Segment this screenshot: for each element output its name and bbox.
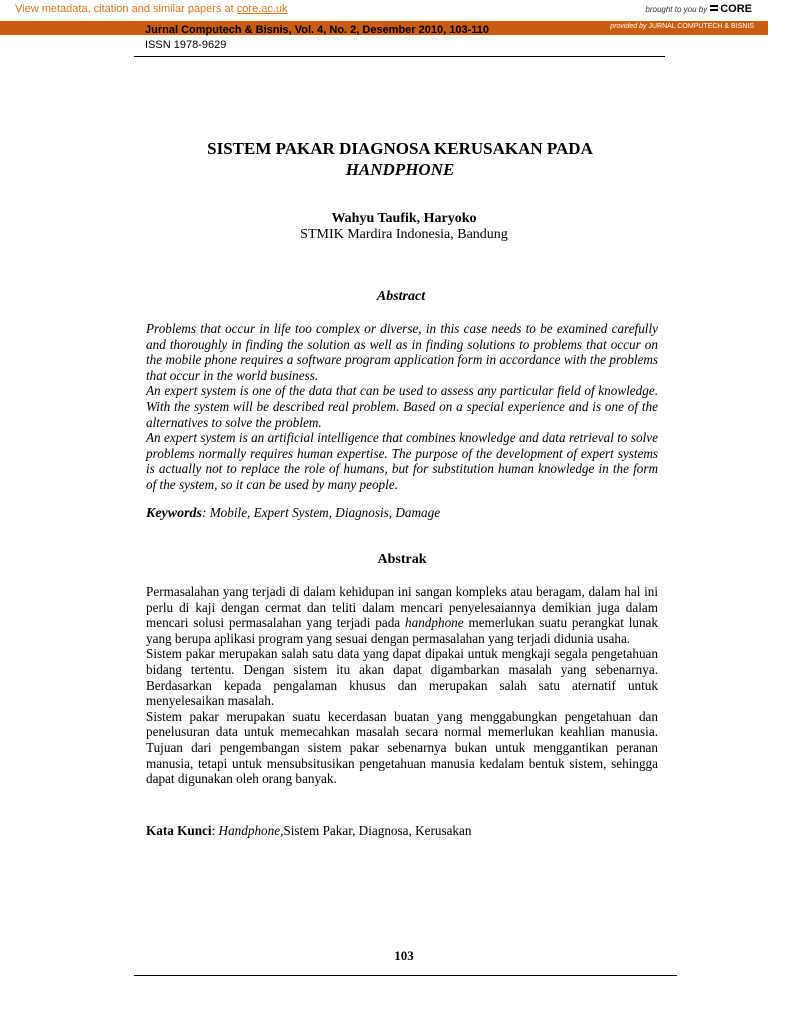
journal-header-line-clipped [145, 24, 489, 37]
abstrak-p1-after: memerlukan suatu perangkat lunak yang berupa aplikasi program yang sesuai dengan permasalahan yang terjadi didunia usaha. [146, 615, 659, 646]
paper-title-line1: SISTEM PAKAR DIAGNOSA KERUSAKAN PADA [207, 139, 593, 158]
core-logo[interactable] [710, 3, 752, 15]
abstract-paragraph: An expert system is an artificial intelligence that combines knowledge and data retrieval to solve problems normally requires human expertise. The purpose of the development of expert systems is actually not to replace the role of humans, but for substitution human knowledge in the form of the system, so it can be used by many people. [146, 430, 658, 492]
abstrak-body [146, 584, 658, 787]
abstract-body [146, 321, 658, 493]
abstract-paragraph: Problems that occur in life too complex or diverse, in this case needs to be examined carefully and thoroughly in finding the solution as well as in finding solutions to problems that occur on the mobile phone requires a software program application form in accordance with the problems that occur in the world business. [146, 321, 658, 383]
core-metadata-link-row [15, 3, 288, 15]
paper-title-line2: HANDPHONE [345, 160, 455, 179]
keywords-label: Keywords [146, 506, 202, 521]
abstrak-paragraph: Sistem pakar merupakan salah satu data yang dapat dipakai untuk mengkaji segala pengetahuan bidang tertentu. Dengan sistem itu akan dapat digambarkan masalah yang sebenarnya. Berdasarkan kepada pengalaman khusus dan merupakan salah satu aternatif untuk menyelesaikan masalah. [146, 646, 658, 709]
journal-header-line: Jurnal Computech & Bisnis, Vol. 4, No. 2, Desember 2010, 103-110 [145, 24, 489, 36]
abstract-heading: Abstract [376, 289, 426, 304]
core-banner [0, 0, 768, 22]
footer-rule [134, 975, 677, 976]
kata-kunci-rest: Sistem Pakar, Diagnosa, Kerusakan [283, 823, 472, 838]
kata-kunci-italic: Handphone, [218, 823, 284, 838]
core-metadata-text: View metadata, citation and similar papers at [15, 3, 237, 15]
abstrak-p1-before: Permasalahan yang terjadi di dalam kehidupan ini sangan kompleks atau beragam, dalam hal ini perlu di kaji dengan cermat dan teliti dalam mencari penyelesaiannya demikian juga dalam mencari solusi permasalahan yang terjadi pada [146, 584, 658, 631]
core-brought-by-text: brought to you by [645, 4, 708, 14]
core-provided-by [610, 23, 754, 30]
core-provider-name[interactable]: JURNAL COMPUTECH & BISNIS [648, 23, 754, 30]
core-metadata-link[interactable]: core.ac.uk [236, 3, 288, 15]
core-provided-by-label: provided by [610, 23, 647, 30]
paper-authors: Wahyu Taufik, Haryoko [331, 211, 477, 226]
core-brought-by [645, 3, 752, 15]
kata-kunci [146, 823, 471, 839]
keywords-text: : Mobile, Expert System, Diagnosis, Damage [202, 505, 441, 520]
header-rule [134, 56, 665, 57]
paper-affiliation: STMIK Mardira Indonesia, Bandung [300, 227, 508, 242]
issn: ISSN 1978-9629 [145, 39, 227, 51]
core-logo-icon [710, 4, 718, 14]
kata-kunci-colon: : [211, 823, 219, 838]
abstract-paragraph: An expert system is one of the data that can be used to assess any particular field of knowledge. With the system will be described real problem. Based on a special experience and is one of the alternatives to solve the problem. [146, 383, 658, 430]
kata-kunci-label: Kata Kunci [146, 823, 212, 838]
keywords [146, 505, 440, 522]
abstrak-heading: Abstrak [377, 552, 427, 567]
abstrak-paragraph [146, 584, 658, 646]
core-logo-text: CORE [720, 3, 752, 15]
paper-title [0, 138, 800, 180]
abstrak-p1-italic: handphone [405, 615, 464, 631]
page-number: 103 [394, 948, 414, 963]
abstrak-paragraph: Sistem pakar merupakan suatu kecerdasan buatan yang menggabungkan pengetahuan dan penelusuran data untuk memecahkan masalah secara normal memerlukan keahlian manusia. Tujuan dari pengembangan sistem pakar sebenarnya bukan untuk menggantikan peranan manusia, tetapi untuk mensubsitusikan pengetahuan manusia kedalam bentuk sistem, sehingga dapat digunakan oleh orang banyak. [146, 708, 658, 787]
